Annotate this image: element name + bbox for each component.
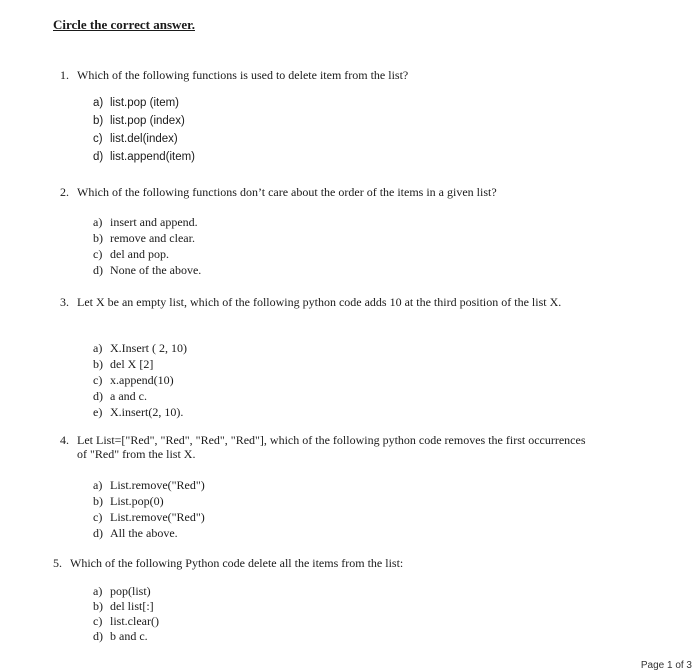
question-number: 1. <box>60 68 69 82</box>
option-d[interactable]: d) b and c. <box>93 629 148 643</box>
option-a[interactable]: a) pop(list) <box>93 584 151 598</box>
page-footer: Page 1 of 3 <box>640 660 692 671</box>
option-a[interactable]: a) X.Insert ( 2, 10) <box>93 341 187 355</box>
option-a[interactable]: a) List.remove("Red") <box>93 478 205 492</box>
question-text: Let X be an empty list, which of the following python code adds 10 at the third position of the list X. <box>77 295 562 309</box>
question-number: 2. <box>60 185 69 199</box>
option-c[interactable]: c) list.clear() <box>93 614 159 628</box>
option-c[interactable]: c) list.del(index) <box>93 133 178 145</box>
option-b[interactable]: b) remove and clear. <box>93 231 195 245</box>
option-d[interactable]: d) a and c. <box>93 389 147 403</box>
question-text: Which of the following Python code delete all the items from the list: <box>70 556 404 570</box>
option-d[interactable]: d) list.append(item) <box>93 151 196 163</box>
option-d[interactable]: d) All the above. <box>93 526 178 540</box>
option-b[interactable]: b) list.pop (index) <box>93 115 185 127</box>
option-c[interactable]: c) x.append(10) <box>93 373 174 387</box>
question-text: Which of the following functions don’t care about the order of the items in a given list? <box>77 185 497 199</box>
option-a[interactable]: a) list.pop (item) <box>93 97 180 109</box>
question-text: Let List=["Red", "Red", "Red", "Red"], which of the following python code removes the first occurrences of "Red" from the list X. <box>77 433 586 461</box>
option-e[interactable]: e) X.insert(2, 10). <box>93 405 184 419</box>
option-a[interactable]: a) insert and append. <box>93 215 198 229</box>
option-c[interactable]: c) List.remove("Red") <box>93 510 205 524</box>
question-number: 5. <box>53 556 62 570</box>
question-number: 3. <box>60 295 69 309</box>
option-c[interactable]: c) del and pop. <box>93 247 169 261</box>
page-heading: Circle the correct answer. <box>53 17 195 32</box>
question-number: 4. <box>60 433 69 447</box>
option-b[interactable]: b) del list[:] <box>93 599 154 613</box>
option-b[interactable]: b) List.pop(0) <box>93 494 164 508</box>
option-b[interactable]: b) del X [2] <box>93 357 154 371</box>
option-d[interactable]: d) None of the above. <box>93 263 202 277</box>
question-text: Which of the following functions is used to delete item from the list? <box>77 68 409 82</box>
